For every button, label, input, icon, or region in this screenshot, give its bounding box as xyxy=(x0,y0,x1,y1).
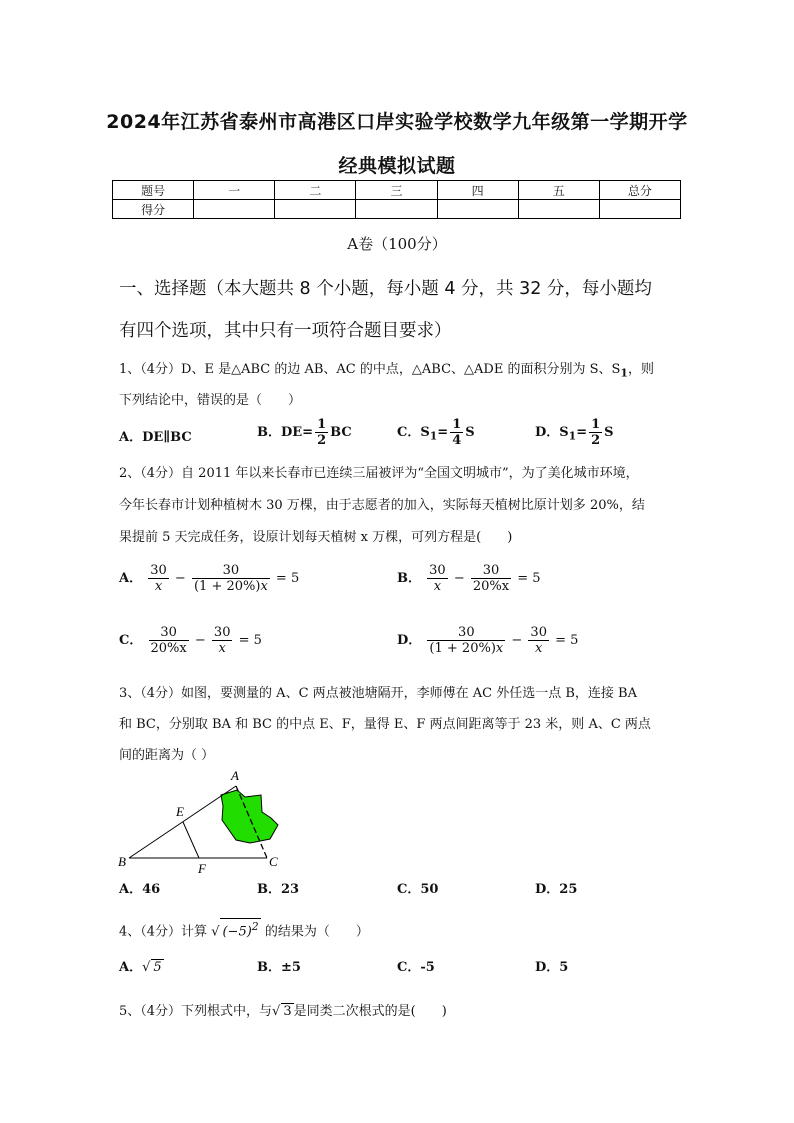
option-label: A． xyxy=(119,960,143,975)
score-cell xyxy=(518,200,599,219)
q4-a-radicand: 5 xyxy=(153,960,162,975)
score-header-cell: 五 xyxy=(518,181,599,200)
q1-sub: 1 xyxy=(620,366,628,380)
paper-a-heading: A卷（100分） xyxy=(347,235,447,253)
q2-option-a xyxy=(119,563,299,594)
fraction-denominator: x xyxy=(535,641,543,656)
q2-option-c xyxy=(119,625,262,656)
fraction-numerator: 30 xyxy=(429,563,446,578)
q4-option-d: D．5 xyxy=(535,960,569,975)
score-table-header-row xyxy=(113,181,681,200)
section1-heading-line1: 一、选择题（本大题共 8 个小题，每小题 4 分，共 32 分，每小题均 xyxy=(119,279,652,299)
exam-title-line2: 经典模拟试题 xyxy=(338,155,456,177)
fraction-numerator: 30 xyxy=(150,563,167,578)
label-b: B xyxy=(118,854,126,869)
score-table xyxy=(112,180,681,219)
fraction-denominator xyxy=(192,579,270,594)
option-label: C． xyxy=(119,633,143,648)
q1-b-fraction xyxy=(315,417,328,448)
q1-d-pre: D．S xyxy=(535,425,569,440)
score-cell xyxy=(437,200,518,219)
q3-triangle-figure xyxy=(115,768,290,876)
fraction-numerator: 30 xyxy=(192,563,270,579)
q3-stem-line1: 3、（4分）如图，要测量的 A、C 两点被池塘隔开，李师傅在 AC 外任选一点 B，连接 BA xyxy=(119,686,638,701)
score-cell xyxy=(275,200,356,219)
q1-d-eq: = xyxy=(576,425,588,440)
q3-option-a: A．46 xyxy=(119,882,161,897)
q2-a-fraction-1 xyxy=(148,563,169,594)
radicand-text: (−5) xyxy=(222,924,252,940)
equals-five: = 5 xyxy=(238,633,262,648)
line-ef xyxy=(183,822,199,858)
fraction-numerator: 1 xyxy=(317,417,327,432)
fraction-numerator: 30 xyxy=(530,625,547,640)
sqrt-icon: √ xyxy=(211,924,220,940)
q4-stem xyxy=(119,918,369,940)
q1-c-fraction xyxy=(450,417,463,448)
fraction-denominator: 2 xyxy=(317,433,327,448)
score-cell xyxy=(356,200,437,219)
label-a: A xyxy=(231,768,239,783)
q2-a-fraction-2 xyxy=(192,563,270,594)
fraction-numerator: 1 xyxy=(591,417,601,432)
q2-b-fraction-2 xyxy=(471,563,511,594)
q3-stem-line3: 间的距离为（ ） xyxy=(119,748,215,763)
q2-stem-line2: 今年长春市计划种植树木 30 万棵，由于志愿者的加入，实际每天植树比原计划多 20%，结 xyxy=(119,498,645,513)
q1-d-sub: 1 xyxy=(568,429,577,443)
q4-pre: 4、（4分）计算 xyxy=(119,924,208,940)
q1-b-pre: B．DE= xyxy=(257,425,314,440)
fraction-numerator: 30 xyxy=(471,563,511,579)
q4-option-b: B．±5 xyxy=(257,960,301,975)
q1-option-b xyxy=(257,417,352,448)
fraction-denominator: 20%x xyxy=(150,641,187,656)
score-table-score-row xyxy=(113,200,681,219)
score-cell xyxy=(599,200,680,219)
q1-option-a: A．DE∥BC xyxy=(119,430,192,445)
q4-option-c: C．-5 xyxy=(397,960,435,975)
score-header-cell: 三 xyxy=(356,181,437,200)
label-e: E xyxy=(176,804,184,819)
q1-stem-line1 xyxy=(119,362,654,382)
q2-d-fraction-1 xyxy=(427,625,505,656)
q1-d-post: S xyxy=(604,425,614,440)
q1-c-pre: C．S xyxy=(397,425,430,440)
fraction-numerator: 30 xyxy=(149,625,189,641)
score-cell xyxy=(194,200,275,219)
fraction-denominator: x xyxy=(218,641,226,656)
q1-stem-text: 1、（4分）D、E 是△ABC 的边 AB、AC 的中点，△ABC、△ADE 的面积分别为 S、S xyxy=(119,362,621,377)
score-header-cell: 四 xyxy=(437,181,518,200)
den-part: (1 + 20%) xyxy=(193,579,261,594)
q3-option-b: B．23 xyxy=(257,882,300,897)
den-var: x xyxy=(495,641,504,656)
equals-five: = 5 xyxy=(555,633,579,648)
label-c: C xyxy=(269,854,278,869)
den-part: (1 + 20%) xyxy=(429,641,496,656)
equals-five: = 5 xyxy=(275,571,300,586)
pond-shape xyxy=(221,790,278,843)
fraction-numerator: 1 xyxy=(452,417,462,432)
q1-c-sub: 1 xyxy=(429,429,438,443)
fraction-numerator: 30 xyxy=(213,625,231,640)
q5-radicand: 3 xyxy=(283,1004,292,1019)
minus-sign: − xyxy=(511,633,523,648)
q1-stem-end: ，则 xyxy=(627,362,654,377)
option-label: D． xyxy=(397,633,422,648)
q2-d-fraction-2 xyxy=(528,625,549,656)
q1-c-eq: = xyxy=(437,425,449,440)
score-header-cell: 题号 xyxy=(113,181,194,200)
q2-option-d xyxy=(397,625,578,656)
q3-stem-line2: 和 BC，分别取 BA 和 BC 的中点 E、F，量得 E、F 两点间距离等于 23 米，则 A、C 两点 xyxy=(119,717,651,732)
line-ba xyxy=(129,786,236,858)
sqrt-icon: √ xyxy=(272,1004,281,1019)
minus-sign: − xyxy=(453,571,465,586)
q2-c-fraction-1 xyxy=(149,625,189,656)
sqrt-icon: √ xyxy=(142,960,151,975)
fraction-denominator: x xyxy=(433,579,442,594)
score-header-cell: 二 xyxy=(275,181,356,200)
q5-stem xyxy=(119,1003,447,1020)
score-header-cell: 一 xyxy=(194,181,275,200)
fraction-numerator: 30 xyxy=(427,625,505,641)
q1-stem-line2: 下列结论中，错误的是（ ） xyxy=(119,393,302,408)
fraction-denominator: x xyxy=(154,579,163,594)
q4-radicand xyxy=(220,918,260,940)
q4-option-a xyxy=(119,959,164,976)
minus-sign: − xyxy=(174,571,186,586)
q1-b-post: BC xyxy=(330,425,352,440)
q1-c-post: S xyxy=(465,425,475,440)
q1-d-fraction xyxy=(589,417,602,448)
q2-c-fraction-2 xyxy=(212,625,233,656)
exponent: 2 xyxy=(251,920,259,933)
score-row-label: 得分 xyxy=(113,200,194,219)
q1-option-d xyxy=(535,417,614,448)
q3-option-c: C．50 xyxy=(397,882,439,897)
q2-stem-line3: 果提前 5 天完成任务，设原计划每天植树 x 万棵，可列方程是( ) xyxy=(119,530,513,545)
q2-option-b xyxy=(397,563,541,594)
fraction-denominator: 20%x xyxy=(472,579,510,594)
section1-heading-line2: 有四个选项，其中只有一项符合题目要求） xyxy=(119,321,452,341)
q1-option-c xyxy=(397,417,475,448)
fraction-denominator xyxy=(427,641,505,656)
q5-pre: 5、（4分）下列根式中，与 xyxy=(119,1004,273,1019)
option-label: B． xyxy=(397,571,421,586)
score-header-cell: 总分 xyxy=(599,181,680,200)
exam-title-line1: 2024年江苏省泰州市高港区口岸实验学校数学九年级第一学期开学 xyxy=(106,111,688,133)
q5-post: 是同类二次根式的是( ) xyxy=(293,1004,447,1019)
q2-stem-line1: 2、（4分）自 2011 年以来长春市已连续三届被评为“全国文明城市”，为了美化城市环境， xyxy=(119,466,639,481)
fraction-denominator: 4 xyxy=(452,433,462,448)
q3-option-d: D．25 xyxy=(535,882,578,897)
label-f: F xyxy=(198,861,206,876)
equals-five: = 5 xyxy=(517,571,541,586)
option-label: A． xyxy=(119,571,143,586)
minus-sign: − xyxy=(194,633,206,648)
den-var: x xyxy=(260,579,268,594)
q4-post: 的结果为（ ） xyxy=(264,924,369,940)
fraction-denominator: 2 xyxy=(591,433,601,448)
q2-b-fraction-1 xyxy=(427,563,448,594)
